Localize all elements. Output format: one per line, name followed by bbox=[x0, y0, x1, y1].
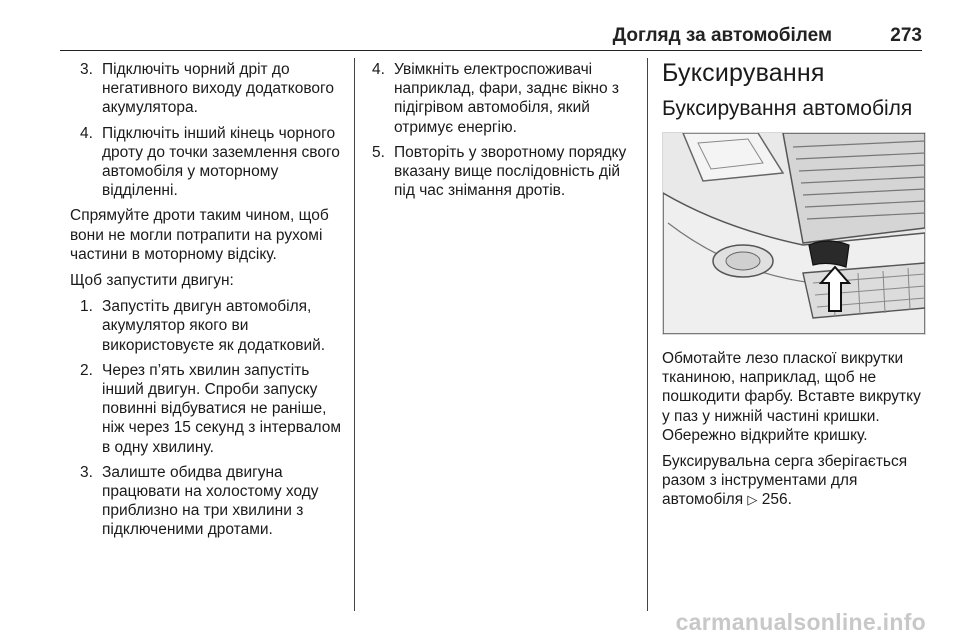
page-number: 273 bbox=[890, 25, 922, 46]
list-item: 4. Підключіть інший кінець чорного дроту до точки заземлення свого автомобіля у моторному відділенні. bbox=[80, 124, 340, 200]
towing-cover-illustration bbox=[662, 132, 926, 335]
list-item: 4. Увімкніть електроспоживачі наприклад, фари, заднє вікно з підігрівом автомобіля, який отримує енергію. bbox=[372, 61, 619, 136]
section-title: Догляд за автомобілем bbox=[612, 25, 832, 46]
steps-list-a bbox=[78, 60, 343, 200]
paragraph: Обмотайте лезо пласкої викрутки тканиною, наприклад, щоб не пошкодити фарбу. Вставте викрутку у паз у нижній частині кришки. Обережно відкрийте кришку. bbox=[662, 350, 921, 444]
paragraph: Буксирувальна серга зберігається разом з інструментами для автомобіля ▷ 256. bbox=[662, 453, 908, 509]
subsection-heading: Буксирування автомобіля bbox=[662, 97, 913, 120]
column-divider-2 bbox=[647, 58, 648, 611]
paragraph: Щоб запустити двигун: bbox=[70, 272, 234, 290]
towing-eye-cover bbox=[809, 241, 849, 267]
steps-list-c bbox=[370, 60, 640, 200]
page-reference-link[interactable]: 256. bbox=[761, 491, 792, 509]
watermark: carmanualsonline.info bbox=[675, 609, 926, 635]
paragraph: Спрямуйте дроти таким чином, щоб вони не могли потрапити на рухомі частини в моторному відсіку. bbox=[70, 207, 329, 263]
list-item: 2. Через п’ять хвилин запустіть інший двигун. Спроби запуску повинні відбуватися не раніше, ніж через 15 секунд з інтервалом в одну хвилину. bbox=[80, 361, 341, 456]
page-header bbox=[60, 22, 922, 51]
list-item: 3. Залиште обидва двигуна працювати на холостому ходу приблизно на три хвилини з підключеними дротами. bbox=[80, 463, 319, 539]
list-item: 1. Запустіть двигун автомобіля, акумулятор якого ви використовуєте як додатковий. bbox=[80, 298, 326, 354]
column-divider-1 bbox=[354, 58, 355, 611]
steps-list-b bbox=[78, 297, 343, 539]
list-item: 3. Підключіть чорний дріт до негативного виходу додаткового акумулятора. bbox=[80, 61, 334, 117]
list-item: 5. Повторіть у зворотному порядку вказану вище послідовність дій під час знімання дротів. bbox=[372, 143, 627, 200]
car-front-drawing bbox=[663, 133, 925, 334]
section-heading: Буксирування bbox=[662, 59, 825, 87]
column-1 bbox=[70, 60, 343, 546]
page-reference-icon: ▷ bbox=[747, 492, 758, 508]
column-3 bbox=[662, 58, 927, 517]
grille-shape bbox=[783, 133, 925, 243]
column-2 bbox=[370, 60, 640, 206]
